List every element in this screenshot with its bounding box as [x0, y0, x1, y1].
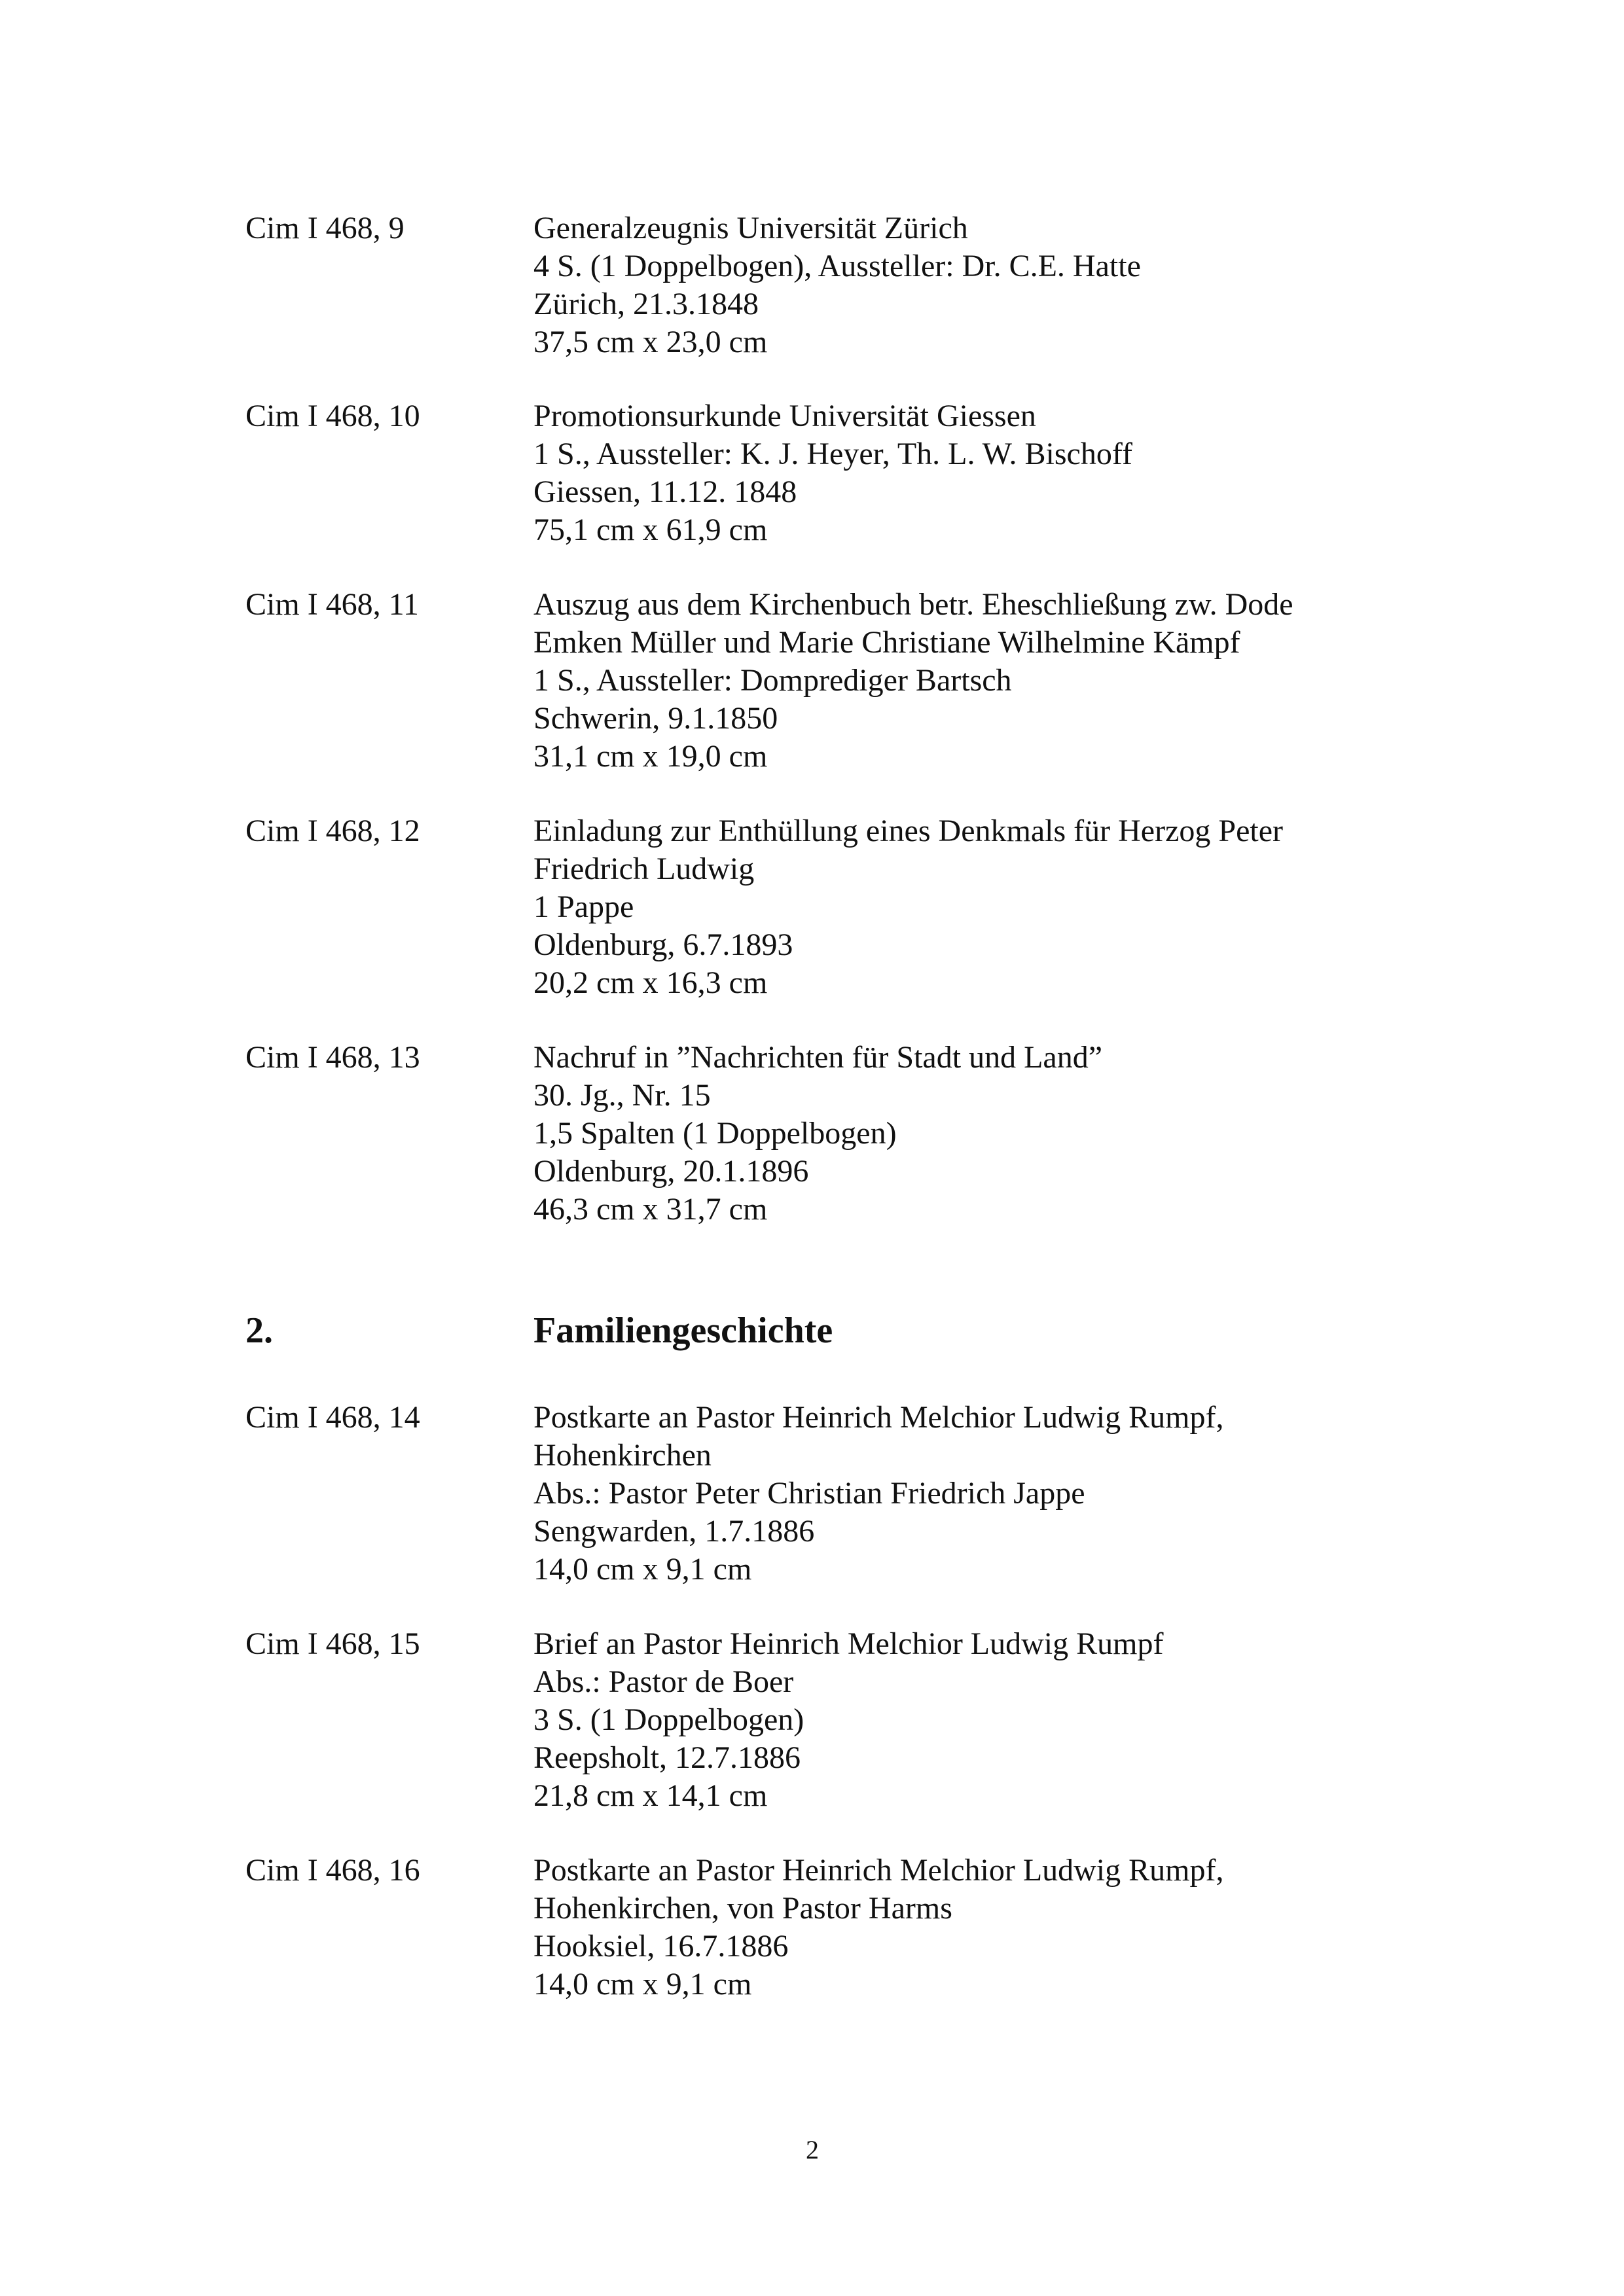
entry-description	[533, 209, 1450, 361]
description-line: 1 S., Aussteller: K. J. Heyer, Th. L. W. Bischoff	[533, 437, 1132, 471]
description-line: 75,1 cm x 61,9 cm	[533, 512, 768, 547]
entry-signature: Cim I 468, 9	[245, 211, 405, 245]
entry-signature: Cim I 468, 16	[245, 1853, 420, 1888]
description-line: 30. Jg., Nr. 15	[533, 1078, 711, 1113]
entry-signature: Cim I 468, 13	[245, 1040, 420, 1075]
description-line: Zürich, 21.3.1848	[533, 287, 759, 321]
description-line: Hohenkirchen, von Pastor Harms	[533, 1891, 952, 1926]
description-line: 1,5 Spalten (1 Doppelbogen)	[533, 1116, 897, 1151]
entry-signature: Cim I 468, 14	[245, 1400, 420, 1435]
description-line: Oldenburg, 6.7.1893	[533, 927, 793, 962]
description-line: 3 S. (1 Doppelbogen)	[533, 1702, 804, 1737]
description-line: Emken Müller und Marie Christiane Wilhelmine Kämpf	[533, 625, 1240, 660]
entry-signature: Cim I 468, 12	[245, 814, 420, 848]
description-line: Auszug aus dem Kirchenbuch betr. Eheschließung zw. Dode	[533, 587, 1293, 622]
description-line: 4 S. (1 Doppelbogen), Aussteller: Dr. C.E. Hatte	[533, 249, 1141, 283]
entry-description	[533, 1625, 1450, 1815]
entry-description	[533, 397, 1450, 549]
section-title: Familiengeschichte	[533, 1310, 833, 1351]
entry-description	[533, 1399, 1450, 1588]
entry-description	[533, 586, 1450, 776]
description-line: Giessen, 11.12. 1848	[533, 475, 797, 509]
description-line: Friedrich Ludwig	[533, 852, 755, 886]
description-line: Oldenburg, 20.1.1896	[533, 1154, 809, 1189]
description-line: 21,8 cm x 14,1 cm	[533, 1778, 768, 1813]
description-line: Schwerin, 9.1.1850	[533, 701, 778, 736]
description-line: Reepsholt, 12.7.1886	[533, 1740, 801, 1775]
entry-signature: Cim I 468, 15	[245, 1626, 420, 1661]
entry-description	[533, 1852, 1450, 2003]
description-line: Promotionsurkunde Universität Giessen	[533, 399, 1036, 433]
description-line: 1 S., Aussteller: Domprediger Bartsch	[533, 663, 1012, 698]
description-line: Hohenkirchen	[533, 1438, 712, 1473]
description-line: 14,0 cm x 9,1 cm	[533, 1552, 752, 1587]
description-line: 14,0 cm x 9,1 cm	[533, 1967, 752, 2001]
page-number: 2	[806, 2135, 819, 2164]
description-line: Postkarte an Pastor Heinrich Melchior Ludwig Rumpf,	[533, 1853, 1224, 1888]
description-line: 1 Pappe	[533, 889, 634, 924]
description-line: Postkarte an Pastor Heinrich Melchior Ludwig Rumpf,	[533, 1400, 1224, 1435]
description-line: 31,1 cm x 19,0 cm	[533, 739, 768, 774]
description-line: Einladung zur Enthüllung eines Denkmals für Herzog Peter	[533, 814, 1284, 848]
description-line: Brief an Pastor Heinrich Melchior Ludwig Rumpf	[533, 1626, 1164, 1661]
description-line: Sengwarden, 1.7.1886	[533, 1514, 815, 1549]
description-line: Nachruf in ”Nachrichten für Stadt und Land”	[533, 1040, 1102, 1075]
entry-signature: Cim I 468, 10	[245, 399, 420, 433]
section-number: 2.	[245, 1310, 273, 1351]
description-line: Abs.: Pastor de Boer	[533, 1664, 794, 1699]
description-line: Hooksiel, 16.7.1886	[533, 1929, 789, 1964]
entry-description	[533, 1039, 1450, 1229]
entry-description	[533, 812, 1450, 1002]
description-line: Abs.: Pastor Peter Christian Friedrich Jappe	[533, 1476, 1085, 1511]
entry-signature: Cim I 468, 11	[245, 587, 419, 622]
description-line: 46,3 cm x 31,7 cm	[533, 1192, 768, 1227]
description-line: Generalzeugnis Universität Zürich	[533, 211, 968, 245]
description-line: 37,5 cm x 23,0 cm	[533, 325, 768, 359]
description-line: 20,2 cm x 16,3 cm	[533, 965, 768, 1000]
